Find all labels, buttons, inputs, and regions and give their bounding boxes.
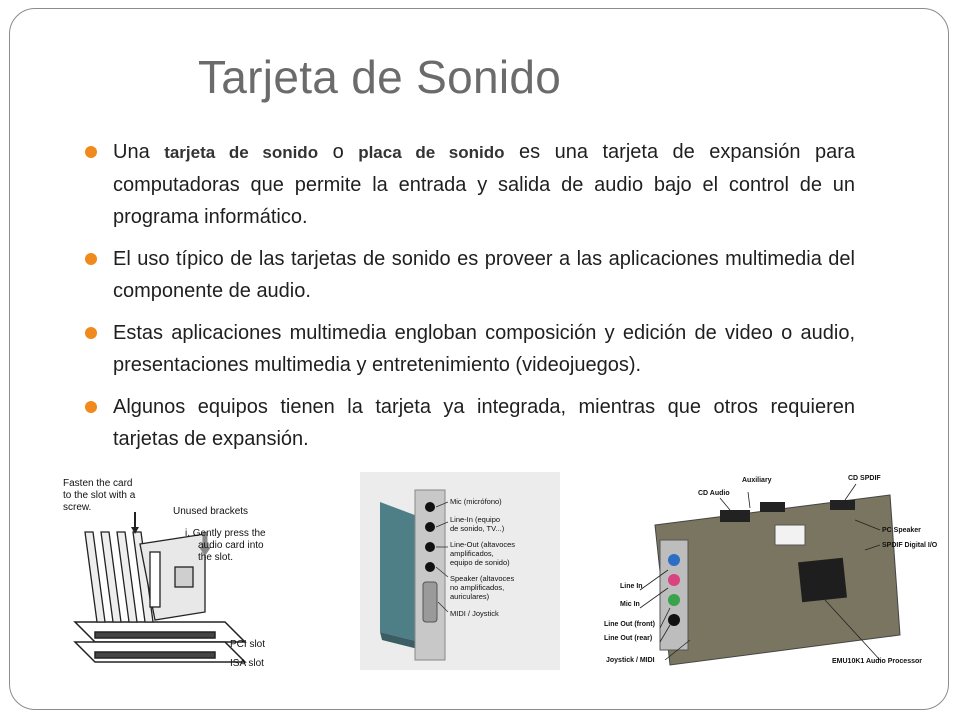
bullet-dot-icon (85, 401, 97, 413)
bullet-text: Estas aplicaciones multimedia engloban composición y edición de video o audio, presentaciones multimedia y entretenimiento (videojuegos). (113, 322, 855, 376)
bullet-text: es una tarjeta de expansión para computadoras que permite la entrada y salida de audio bajo el control de un programa informático. (113, 141, 855, 228)
bullet-text: El uso típico de las tarjetas de sonido es proveer a las aplicaciones multimedia del componente de audio. (113, 248, 855, 302)
label-press: audio card into (198, 540, 264, 551)
bullet-text: Algunos equipos tienen la tarjeta ya integrada, mientras que otros requieren tarjetas de expansión. (113, 396, 855, 450)
label-line-out: equipo de sonido) (450, 558, 510, 567)
label-line-in: de sonido, TV...) (450, 524, 505, 533)
label-press: i. Gently press the (185, 528, 266, 539)
card-ports-image (360, 472, 560, 670)
bullet-item (85, 136, 855, 233)
label-cd-spdif: CD SPDIF (848, 475, 881, 482)
label-speaker: auriculares) (450, 592, 490, 601)
label-line-in: Line-In (equipo (450, 515, 501, 524)
bullet-item (85, 243, 855, 307)
bullet-text: Una (113, 141, 165, 163)
label-joystick-midi: Joystick / MIDI (606, 657, 655, 664)
label-line-out: amplificados, (450, 549, 494, 558)
label-unused-brackets: Unused brackets (173, 506, 249, 517)
label-fasten: to the slot with a (63, 490, 136, 501)
sound-card-board-image (600, 470, 945, 680)
bullet-dot-icon (85, 327, 97, 339)
bullet-item (85, 391, 855, 455)
label-pc-speaker: PC Speaker (882, 527, 921, 534)
label-spdif-io: SPDIF Digital I/O (882, 542, 938, 549)
bullet-text: o (318, 141, 359, 163)
bullet-dot-icon (85, 253, 97, 265)
slide-title: Tarjeta de Sonido (198, 51, 562, 103)
install-diagram-image (55, 472, 285, 672)
label-speaker: Speaker (altavoces (450, 574, 515, 583)
label-speaker: no amplificados, (450, 583, 505, 592)
label-mic-in: Mic In (620, 601, 640, 608)
label-fasten: screw. (63, 502, 92, 513)
label-pci-slot: PCI slot (230, 639, 266, 650)
term-placa: placa de sonido (358, 143, 505, 162)
bullet-list (85, 136, 855, 465)
label-fasten: Fasten the card (63, 478, 133, 489)
label-emu10k1: EMU10K1 Audio Processor (832, 658, 922, 665)
label-mic: Mic (micrófono) (450, 497, 502, 506)
label-cd-audio: CD Audio (698, 490, 730, 497)
label-line-out: Line-Out (altavoces (450, 540, 516, 549)
label-auxiliary: Auxiliary (742, 477, 772, 484)
bullet-dot-icon (85, 146, 97, 158)
label-line-out-front: Line Out (front) (604, 621, 655, 628)
label-isa-slot: ISA slot (230, 658, 264, 669)
label-midi: MIDI / Joystick (450, 609, 499, 618)
label-line-out-rear: Line Out (rear) (604, 635, 653, 642)
label-press: the slot. (198, 552, 234, 563)
label-line-in: Line In (620, 583, 643, 590)
bullet-item (85, 317, 855, 381)
term-tarjeta: tarjeta de sonido (164, 143, 319, 162)
